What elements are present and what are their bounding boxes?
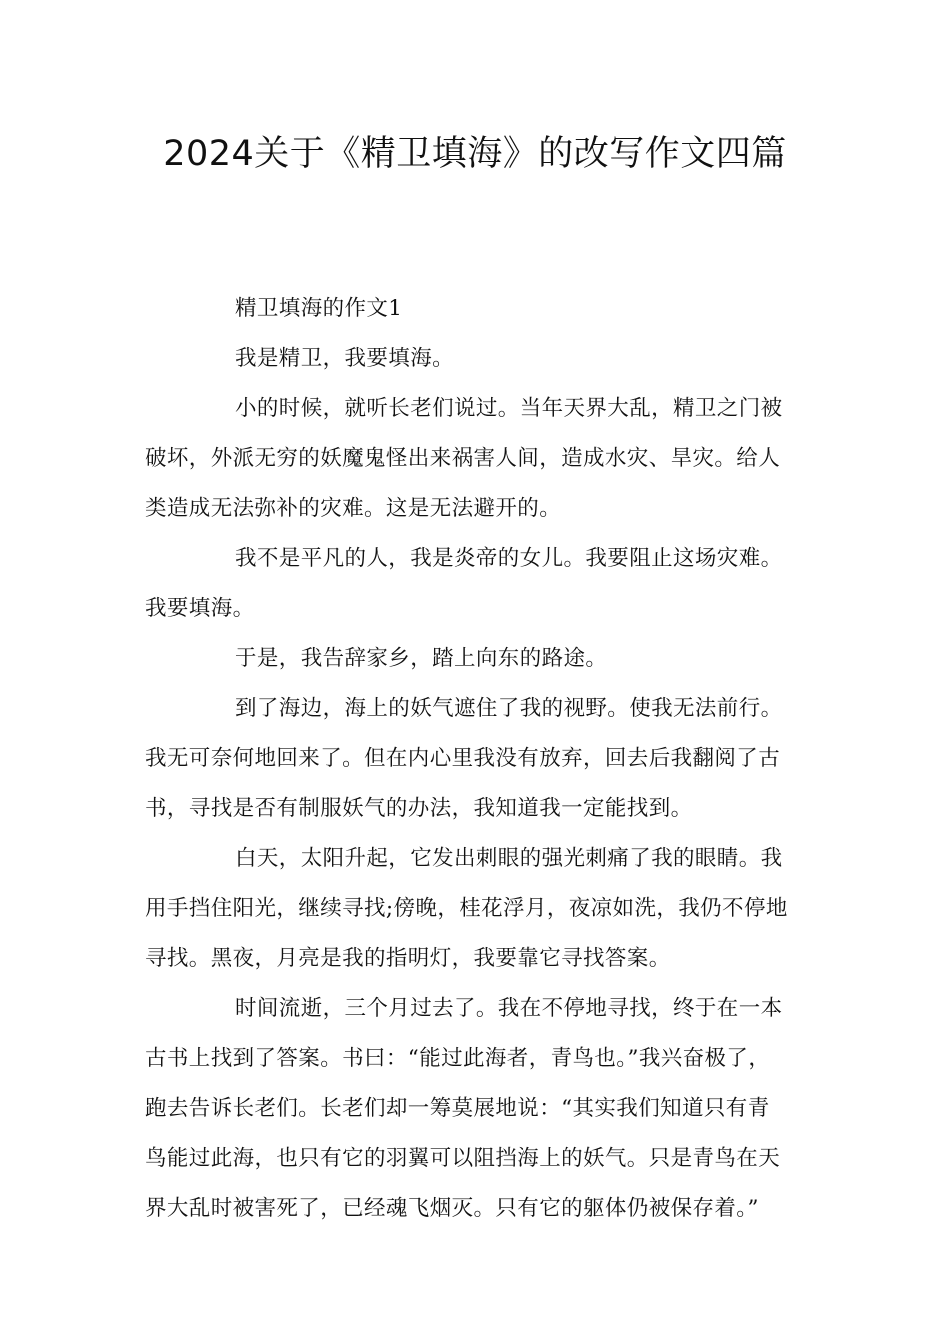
paragraph-line: 时间流逝，三个月过去了。我在不停地寻找，终于在一本 bbox=[235, 996, 783, 1021]
paragraph-1 bbox=[145, 334, 808, 384]
paragraph-line: 类造成无法弥补的灾难。这是无法避开的。 bbox=[145, 496, 562, 521]
paragraph-line: 于是，我告辞家乡，踏上向东的路途。 bbox=[235, 646, 608, 671]
paragraph-line: 我是精卫，我要填海。 bbox=[235, 346, 455, 371]
document-body bbox=[145, 284, 808, 1234]
paragraph-line: 书，寻找是否有制服妖气的办法，我知道我一定能找到。 bbox=[145, 796, 693, 821]
paragraph-line: 我无可奈何地回来了。但在内心里我没有放弃，回去后我翻阅了古 bbox=[145, 746, 781, 771]
paragraph-line: 用手挡住阳光，继续寻找;傍晚，桂花浮月，夜凉如洗，我仍不停地 bbox=[145, 896, 788, 921]
paragraph-line: 到了海边，海上的妖气遮住了我的视野。使我无法前行。 bbox=[235, 696, 783, 721]
paragraph-line: 我不是平凡的人，我是炎帝的女儿。我要阻止这场灾难。 bbox=[235, 546, 783, 571]
paragraph-line: 界大乱时被害死了，已经魂飞烟灭。只有它的躯体仍被保存着。” bbox=[145, 1196, 759, 1221]
paragraph-2 bbox=[145, 384, 808, 534]
paragraph-line: 鸟能过此海，也只有它的羽翼可以阻挡海上的妖气。只是青鸟在天 bbox=[145, 1146, 781, 1171]
paragraph-3 bbox=[145, 534, 808, 634]
paragraph-line: 白天，太阳升起，它发出刺眼的强光刺痛了我的眼睛。我 bbox=[235, 846, 783, 871]
paragraph-line: 破坏，外派无穷的妖魔鬼怪出来祸害人间，造成水灾、旱灾。给人 bbox=[145, 446, 781, 471]
paragraph-line: 寻找。黑夜，月亮是我的指明灯，我要靠它寻找答案。 bbox=[145, 946, 671, 971]
paragraph-6 bbox=[145, 834, 808, 984]
paragraph-4 bbox=[145, 634, 808, 684]
paragraph-5 bbox=[145, 684, 808, 834]
section-heading: 精卫填海的作文1 bbox=[235, 296, 403, 321]
paragraph-line: 我要填海。 bbox=[145, 596, 255, 621]
paragraph-line: 跑去告诉长老们。长老们却一筹莫展地说：“其实我们知道只有青 bbox=[145, 1096, 770, 1121]
document-title: 2024关于《精卫填海》的改写作文四篇 bbox=[163, 134, 787, 174]
paragraph-line: 小的时候，就听长老们说过。当年天界大乱，精卫之门被 bbox=[235, 396, 783, 421]
paragraph-7 bbox=[145, 984, 808, 1234]
paragraph-line: 古书上找到了答案。书曰：“能过此海者，青鸟也。”我兴奋极了， bbox=[145, 1046, 771, 1071]
